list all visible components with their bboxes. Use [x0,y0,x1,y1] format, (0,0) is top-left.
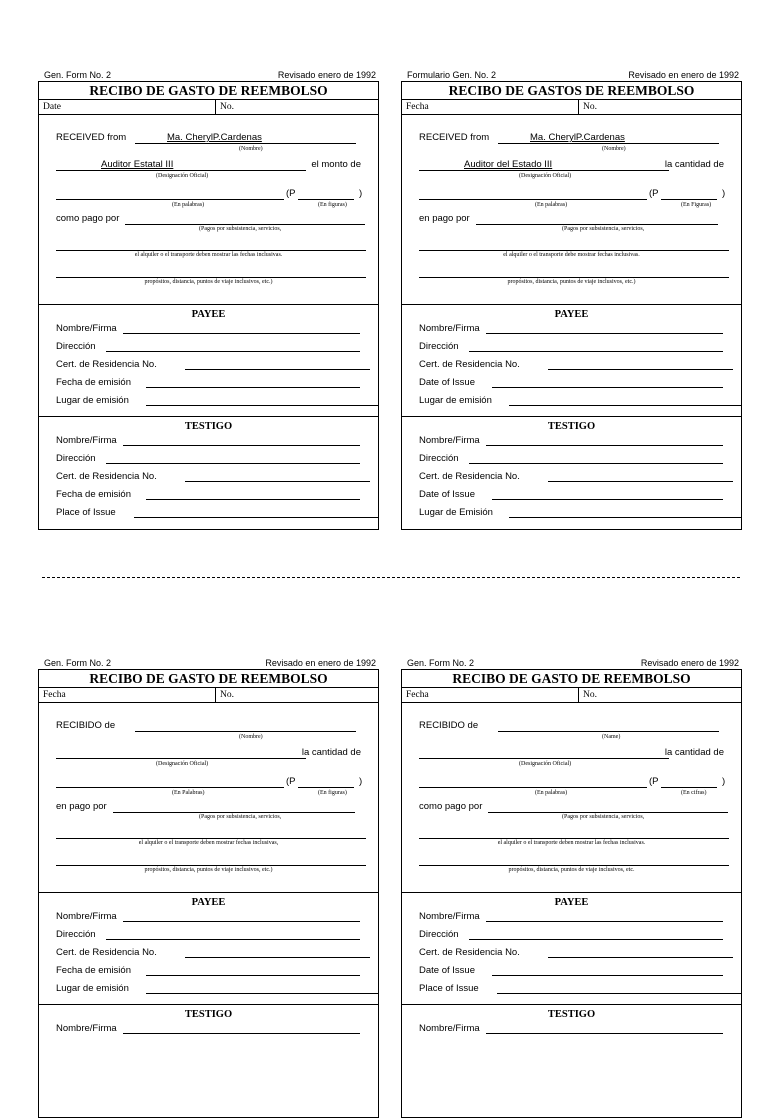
witness-field-line[interactable] [146,499,360,500]
receipt-details-section [39,703,378,893]
received-from-label: RECEIVED from [419,132,490,143]
payee-heading: PAYEE [554,897,589,908]
designation-caption: (Designación Oficial) [519,173,572,179]
purpose-caption-2: el alquiler o el transporte deben mostrar las fechas inclusivas. [497,840,646,846]
form-number: Gen. Form No. 2 [44,658,112,668]
revision-date: Revisado enero de 1992 [277,70,376,80]
amount-peso-close: ) [359,776,363,787]
received-from-value: Ma. CherylP.Cardenas [167,132,262,143]
witness-field-line[interactable] [134,517,379,518]
received-from-label: RECEIVED from [56,132,127,143]
witness-field-label: Nombre/Firma [419,1023,480,1034]
witness-field-label: Dirección [419,453,459,464]
received-from-label: RECIBIDO de [56,720,116,731]
witness-field-line[interactable] [548,481,733,482]
payee-field-line[interactable] [146,387,360,388]
purpose-line-2[interactable] [419,838,729,839]
designation-caption: (Designación Oficial) [519,761,572,767]
name-caption: (Nombre) [602,146,626,152]
witness-field-line[interactable] [486,445,723,446]
date-number-row [39,100,378,115]
date-field[interactable]: Fecha [406,102,429,112]
payee-field-line[interactable] [146,405,379,406]
payee-field-label: Dirección [419,341,459,352]
payee-field-line[interactable] [185,957,370,958]
designation-caption: (Designación Oficial) [156,173,209,179]
amount-peso-close: ) [722,188,726,199]
payment-for-field[interactable] [125,224,365,225]
date-field[interactable]: Fecha [43,690,66,700]
amount-peso-close: ) [359,188,363,199]
payee-field-line[interactable] [123,921,360,922]
payee-field-line[interactable] [146,975,360,976]
form-title: RECIBO DE GASTO DE REEMBOLSO [39,670,378,688]
amount-words-field[interactable] [419,199,647,200]
payee-field-label: Date of Issue [419,377,475,388]
payee-field-label: Nombre/Firma [419,323,480,334]
form-box [38,81,379,530]
form-title: RECIBO DE GASTOS DE REEMBOLSO [402,82,741,100]
received-from-field[interactable] [135,143,356,144]
witness-heading: TESTIGO [184,1009,233,1020]
payee-field-label: Date of Issue [419,965,475,976]
payee-heading: PAYEE [554,309,589,320]
payee-field-label: Nombre/Firma [56,911,117,922]
date-field[interactable]: Fecha [406,690,429,700]
figures-caption: (En figuras) [318,790,347,796]
amount-label: la cantidad de [664,747,724,758]
form-header [407,657,739,669]
purpose-caption-2: el alquiler o el transporte deben mostrar fechas inclusivas, [138,840,279,846]
words-caption: (En palabras) [535,202,568,208]
designation-value: Auditor Estatal III [101,159,174,170]
amount-peso-label: (P [649,776,659,787]
witness-field-line[interactable] [509,517,742,518]
payee-field-label: Nombre/Firma [419,911,480,922]
payee-field-line[interactable] [548,369,733,370]
designation-field[interactable] [419,758,669,759]
words-caption: (En Palabras) [172,790,205,796]
payee-field-line[interactable] [497,993,742,994]
form-title: RECIBO DE GASTO DE REEMBOLSO [402,670,741,688]
purpose-caption-3: propósitos, distancia, puntos de viaje inclusivos, etc. [508,867,635,873]
witness-section [39,1005,378,1117]
witness-field-line[interactable] [123,445,360,446]
witness-section [402,417,741,529]
designation-caption: (Designación Oficial) [156,761,209,767]
received-from-field[interactable] [498,731,719,732]
purpose-caption-3: propósitos, distancia, puntos de viaje inclusivos, etc.) [507,279,636,285]
received-from-field[interactable] [498,143,719,144]
amount-words-field[interactable] [56,787,284,788]
receipt-details-section [39,115,378,305]
payment-for-field[interactable] [476,224,718,225]
number-field[interactable]: No. [215,688,234,702]
witness-field-label: Cert. de Residencia No. [419,471,520,482]
date-number-row [402,100,741,115]
date-number-row [39,688,378,703]
revision-date: Revisado en enero de 1992 [265,658,376,668]
designation-field[interactable] [56,758,306,759]
amount-figures-field[interactable] [661,787,717,788]
form-number: Formulario Gen. No. 2 [407,70,497,80]
amount-label: la cantidad de [301,747,361,758]
payee-field-line[interactable] [492,387,723,388]
payee-section [402,893,741,1005]
number-field[interactable]: No. [578,688,597,702]
payee-section [402,305,741,417]
payee-field-line[interactable] [469,351,723,352]
date-number-row [402,688,741,703]
form-box [401,81,742,530]
payee-field-label: Place of Issue [419,983,479,994]
payment-for-label: en pago por [419,213,470,224]
payee-field-label: Cert. de Residencia No. [56,947,157,958]
payee-field-line[interactable] [106,351,360,352]
form-number: Gen. Form No. 2 [44,70,112,80]
witness-section [39,417,378,529]
form-title: RECIBO DE GASTO DE REEMBOLSO [39,82,378,100]
witness-section [402,1005,741,1117]
payee-section [39,305,378,417]
witness-field-line[interactable] [106,463,360,464]
payee-field-line[interactable] [486,921,723,922]
payee-field-line[interactable] [509,405,742,406]
cut-line [42,577,740,578]
witness-field-line[interactable] [185,481,370,482]
payee-heading: PAYEE [191,309,226,320]
revision-date: Revisado enero de 1992 [640,658,739,668]
form-header [407,69,739,81]
purpose-line-3[interactable] [56,277,366,278]
witness-field-label: Fecha de emisión [56,489,131,500]
words-caption: (En palabras) [172,202,205,208]
payee-field-line[interactable] [492,975,723,976]
payee-field-label: Cert. de Residencia No. [56,359,157,370]
figures-caption: (En cifras) [681,790,707,796]
payment-for-label: como pago por [56,213,120,224]
amount-peso-label: (P [649,188,659,199]
purpose-line-2[interactable] [56,250,366,251]
purpose-caption-1: (Pagos por subsistencia, servicios, [562,814,645,820]
amount-figures-field[interactable] [661,199,717,200]
name-caption: (Name) [602,734,621,740]
purpose-line-2[interactable] [56,838,366,839]
payee-section [39,893,378,1005]
witness-field-line[interactable] [123,1033,360,1034]
purpose-line-3[interactable] [419,865,729,866]
payee-field-label: Lugar de emisión [56,395,129,406]
witness-field-label: Cert. de Residencia No. [56,471,157,482]
name-caption: (Nombre) [239,146,263,152]
payee-field-label: Fecha de emisión [56,965,131,976]
payee-field-label: Cert. de Residencia No. [419,359,520,370]
payment-for-field[interactable] [113,812,355,813]
form-box [401,669,742,1118]
payee-field-label: Nombre/Firma [56,323,117,334]
amount-figures-field[interactable] [298,787,354,788]
payee-field-line[interactable] [486,333,723,334]
payee-field-line[interactable] [185,369,370,370]
amount-words-field[interactable] [419,787,647,788]
number-field[interactable]: No. [215,100,234,114]
amount-peso-label: (P [286,188,296,199]
witness-field-line[interactable] [486,1033,723,1034]
revision-date: Revisado en enero de 1992 [628,70,739,80]
purpose-line-3[interactable] [419,277,729,278]
amount-peso-label: (P [286,776,296,787]
witness-field-line[interactable] [469,463,723,464]
name-caption: (Nombre) [239,734,263,740]
amount-words-field[interactable] [56,199,284,200]
witness-field-label: Nombre/Firma [56,435,117,446]
witness-field-label: Nombre/Firma [56,1023,117,1034]
form-header [44,657,376,669]
amount-peso-close: ) [722,776,726,787]
witness-heading: TESTIGO [547,421,596,432]
witness-field-line[interactable] [492,499,723,500]
payee-heading: PAYEE [191,897,226,908]
payee-field-line[interactable] [123,333,360,334]
payee-field-line[interactable] [106,939,360,940]
purpose-caption-1: (Pagos por subsistencia, servicios, [199,226,282,232]
payment-for-label: como pago por [419,801,483,812]
payee-field-line[interactable] [146,993,379,994]
purpose-caption-2: el alquiler o el transporte debe mostrar fechas inclusivas. [503,252,640,258]
figures-caption: (En Figuras) [681,202,712,208]
designation-value: Auditor del Estado III [464,159,553,170]
amount-label: el monto de [311,159,361,170]
payee-field-line[interactable] [548,957,733,958]
received-from-label: RECIBIDO de [419,720,479,731]
form-number: Gen. Form No. 2 [407,658,475,668]
form-box [38,669,379,1118]
witness-field-label: Place of Issue [56,507,116,518]
payment-for-label: en pago por [56,801,107,812]
designation-field[interactable] [419,170,669,171]
amount-figures-field[interactable] [298,199,354,200]
words-caption: (En palabras) [535,790,568,796]
receipt-details-section [402,703,741,893]
payee-field-label: Fecha de emisión [56,377,131,388]
payee-field-label: Cert. de Residencia No. [419,947,520,958]
received-from-value: Ma. CherylP.Cardenas [530,132,625,143]
figures-caption: (En figuras) [318,202,347,208]
payee-field-label: Dirección [419,929,459,940]
purpose-line-2[interactable] [419,250,729,251]
received-from-field[interactable] [135,731,356,732]
witness-heading: TESTIGO [547,1009,596,1020]
amount-label: la cantidad de [664,159,724,170]
purpose-caption-2: el alquiler o el transporte deben mostrar las fechas inclusivas. [134,252,283,258]
form-header [44,69,376,81]
designation-field[interactable] [56,170,306,171]
purpose-caption-3: propósitos, distancia, puntos de viaje inclusivos, etc.) [144,279,273,285]
purpose-caption-3: propósitos, distancia, puntos de viaje inclusivos, etc.) [144,867,273,873]
payee-field-label: Lugar de emisión [56,983,129,994]
payee-field-label: Lugar de emisión [419,395,492,406]
payee-field-label: Dirección [56,341,96,352]
witness-heading: TESTIGO [184,421,233,432]
payee-field-line[interactable] [469,939,723,940]
number-field[interactable]: No. [578,100,597,114]
payee-field-label: Dirección [56,929,96,940]
receipt-details-section [402,115,741,305]
purpose-line-3[interactable] [56,865,366,866]
purpose-caption-1: (Pagos por subsistencia, servicios, [562,226,645,232]
date-field[interactable]: Date [43,102,61,112]
witness-field-label: Date of Issue [419,489,475,500]
witness-field-label: Nombre/Firma [419,435,480,446]
witness-field-label: Lugar de Emisión [419,507,493,518]
payment-for-field[interactable] [488,812,728,813]
purpose-caption-1: (Pagos por subsistencia, servicios, [199,814,282,820]
witness-field-label: Dirección [56,453,96,464]
